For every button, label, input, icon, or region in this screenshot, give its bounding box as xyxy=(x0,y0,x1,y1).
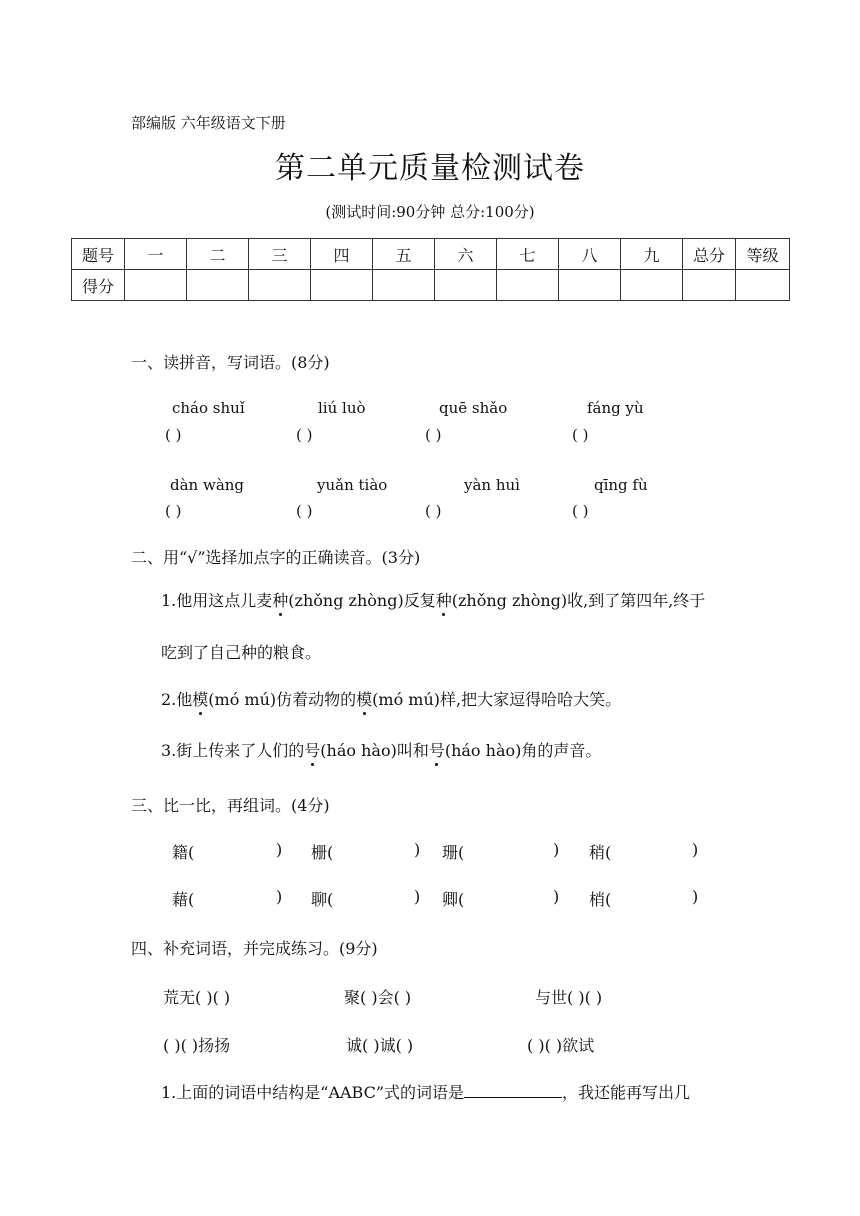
char-item: 珊( xyxy=(442,843,465,862)
pinyin: qīng fù xyxy=(594,476,648,494)
char-item: 卿( xyxy=(442,890,465,909)
test-info: (测试时间:90分钟 总分:100分) xyxy=(325,203,535,221)
answer-blank[interactable]: ( ) xyxy=(296,426,313,444)
answer-blank[interactable]: ( ) xyxy=(165,502,182,520)
section-4-heading: 四、补充词语，并完成练习。(9分) xyxy=(131,939,378,958)
dotted-char: 号 xyxy=(304,738,320,761)
idiom-blank: 荒无( )( ) xyxy=(163,988,231,1007)
page-title: 第二单元质量检测试卷 xyxy=(275,151,585,186)
paren-close: ) xyxy=(692,840,699,859)
idiom-blank: 与世( )( ) xyxy=(535,988,603,1007)
answer-blank[interactable]: ( ) xyxy=(572,426,589,444)
dotted-char: 模 xyxy=(356,687,372,710)
paren-close: ) xyxy=(692,887,699,906)
char-item: 稍( xyxy=(589,843,612,862)
char-item: 藉( xyxy=(172,890,195,909)
score-input-cell[interactable] xyxy=(736,270,790,301)
score-table-header-row xyxy=(72,239,790,270)
paren-close: ) xyxy=(553,840,560,859)
char-item: 栅( xyxy=(311,843,334,862)
table-cell: 八 xyxy=(559,239,621,270)
score-input-cell[interactable] xyxy=(435,270,497,301)
pinyin: liú luò xyxy=(318,399,366,417)
section-3-heading: 三、比一比，再组词。(4分) xyxy=(131,796,330,815)
pinyin: cháo shuǐ xyxy=(172,399,245,417)
pinyin: yàn huì xyxy=(464,476,520,494)
table-cell: 九 xyxy=(621,239,683,270)
paren-close: ) xyxy=(553,887,560,906)
score-input-cell[interactable] xyxy=(373,270,435,301)
table-cell: 三 xyxy=(249,239,311,270)
fill-in-blank[interactable] xyxy=(464,1083,562,1098)
table-cell: 五 xyxy=(373,239,435,270)
edition-label: 部编版 六年级语文下册 xyxy=(131,114,286,132)
dotted-char: 种 xyxy=(436,588,452,611)
score-input-cell[interactable] xyxy=(311,270,373,301)
char-item: 籍( xyxy=(172,843,195,862)
idiom-blank: ( )( )欲试 xyxy=(527,1036,595,1055)
question-4-1: 1.上面的词语中结构是“AABC”式的词语是 ，我还能再写出几 xyxy=(161,1083,691,1102)
score-input-cell[interactable] xyxy=(559,270,621,301)
answer-blank[interactable]: ( ) xyxy=(572,502,589,520)
pinyin: quē shǎo xyxy=(439,399,508,417)
table-cell: 总分 xyxy=(683,239,736,270)
dotted-char: 种 xyxy=(272,588,288,611)
table-cell: 七 xyxy=(497,239,559,270)
answer-blank[interactable]: ( ) xyxy=(296,502,313,520)
paren-close: ) xyxy=(276,840,283,859)
paren-close: ) xyxy=(414,887,421,906)
table-cell: 四 xyxy=(311,239,373,270)
dotted-char: 号 xyxy=(429,738,445,761)
score-input-cell[interactable] xyxy=(249,270,311,301)
dotted-char: 模 xyxy=(192,687,208,710)
idiom-blank: ( )( )扬扬 xyxy=(163,1036,231,1055)
pinyin: dàn wàng xyxy=(170,476,245,494)
pinyin: yuǎn tiào xyxy=(317,476,388,494)
score-input-cell[interactable] xyxy=(621,270,683,301)
section-1-heading: 一、读拼音，写词语。(8分) xyxy=(131,353,330,372)
paren-close: ) xyxy=(276,887,283,906)
paren-close: ) xyxy=(414,840,421,859)
score-input-cell[interactable] xyxy=(683,270,736,301)
table-cell: 题号 xyxy=(72,239,125,270)
section-2-heading: 二、用“√”选择加点字的正确读音。(3分) xyxy=(131,548,421,567)
answer-blank[interactable]: ( ) xyxy=(425,426,442,444)
idiom-blank: 聚( )会( ) xyxy=(344,988,412,1007)
table-cell: 二 xyxy=(187,239,249,270)
question-2-1: 1.他用这点儿麦种(zhǒng zhòng)反复种(zhǒng zhòng)收,到了第四年,终于 xyxy=(161,588,705,611)
char-item: 聊( xyxy=(311,890,334,909)
question-2-2: 2.他模(mó mú)仿着动物的模(mó mú)样,把大家逗得哈哈大笑。 xyxy=(161,687,621,710)
score-input-cell[interactable] xyxy=(125,270,187,301)
answer-blank[interactable]: ( ) xyxy=(425,502,442,520)
question-2-3: 3.街上传来了人们的号(háo hào)叫和号(háo hào)角的声音。 xyxy=(161,738,601,761)
score-input-cell[interactable] xyxy=(187,270,249,301)
score-input-cell[interactable] xyxy=(497,270,559,301)
pinyin: fáng yù xyxy=(587,399,644,417)
score-table-score-row xyxy=(72,270,790,301)
question-2-1-cont: 吃到了自己种的粮食。 xyxy=(161,643,322,662)
table-cell: 等级 xyxy=(736,239,790,270)
table-cell: 六 xyxy=(435,239,497,270)
score-table xyxy=(71,238,790,301)
answer-blank[interactable]: ( ) xyxy=(165,426,182,444)
table-cell: 得分 xyxy=(72,270,125,301)
table-cell: 一 xyxy=(125,239,187,270)
idiom-blank: 诚( )诚( ) xyxy=(346,1036,414,1055)
char-item: 梢( xyxy=(589,890,612,909)
